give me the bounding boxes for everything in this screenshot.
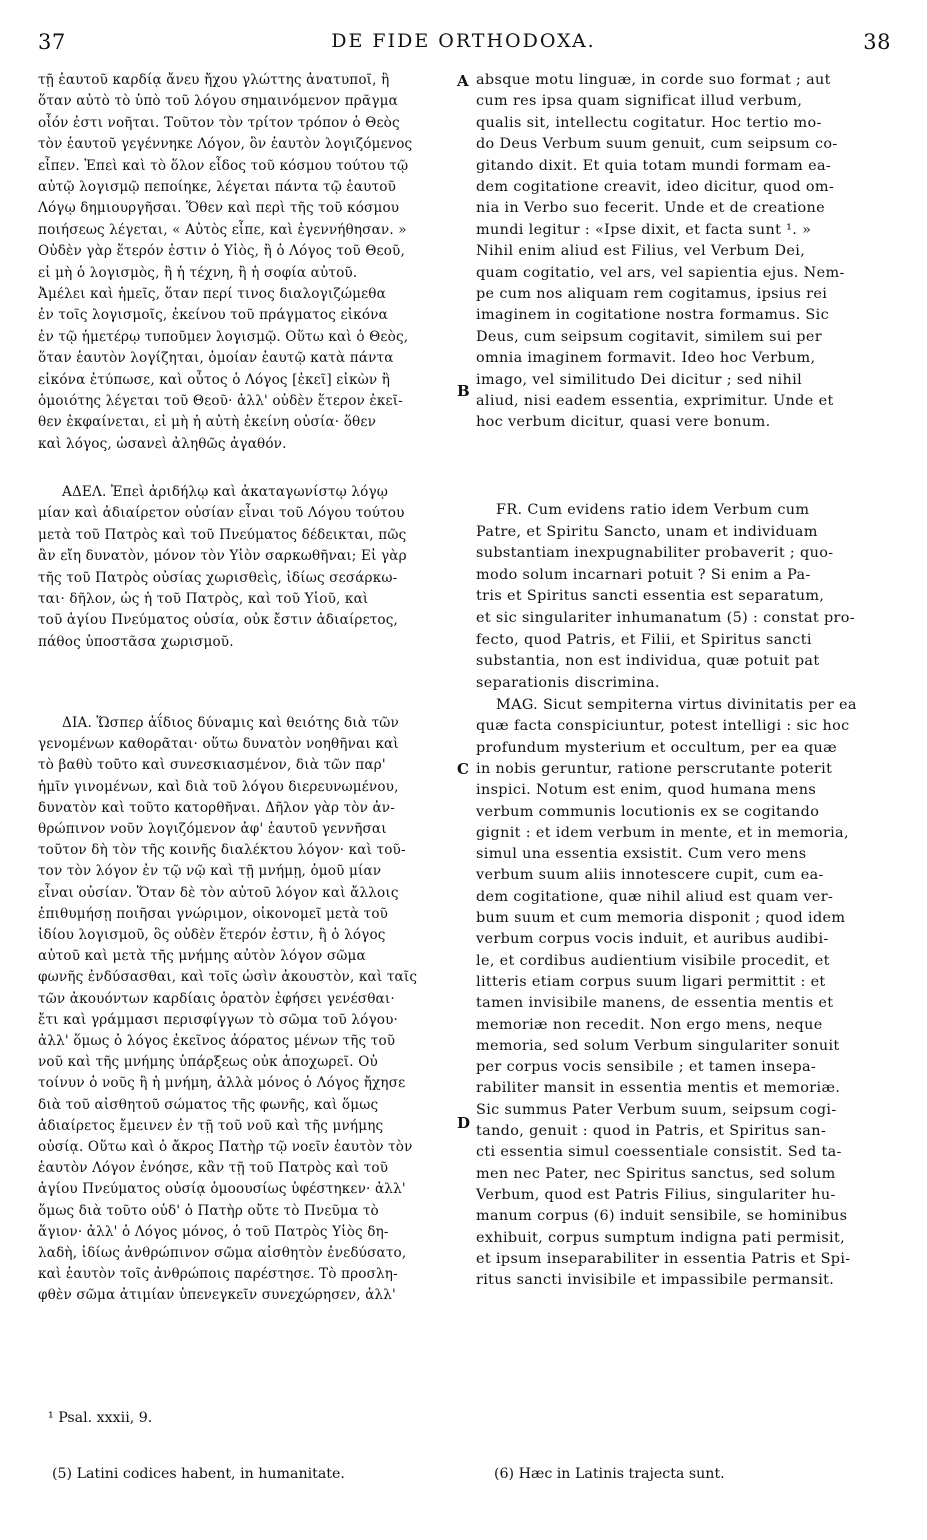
footnote-6: (6) Hæc in Latinis trajecta sunt. [494,1466,725,1482]
latin-text-line: Deus, cum seipsum cogitavit, similem sui per [476,328,822,345]
greek-text-line: οἷόν ἐστι νοῆται. Τοῦτον τὸν τρίτον τρόπον ὁ Θεὸς [38,114,400,131]
latin-text-line: nia in Verbo suo fecerit. Unde et de creatione [476,200,825,217]
latin-text-line: tando, genuit : quod in Patris, et Spiritus san- [476,1123,827,1139]
footnote-scripture: ¹ Psal. xxxii, 9. [48,1410,153,1426]
greek-text-line: ὅταν ἑαυτὸν λογίζηται, ὁμοίαν ἑαυτῷ κατὰ πάντα [38,350,394,367]
greek-text-line: τοίνυν ὁ νοῦς ἢ ἡ μνήμη, ἀλλὰ μόνος ὁ Λόγος ἤχησε [38,1075,406,1092]
latin-text-line: profundum mysterium et occultum, per ea quæ [476,739,838,756]
greek-text-line: τὸ βαθὺ τοῦτο καὶ συνεσκιασμένον, διὰ τῶν παρ' [38,757,386,774]
latin-text-line: bum suum et cum memoria disponit ; quod idem [476,910,846,926]
greek-text-line: καὶ λόγος, ὡσανεὶ ἀληθῶς ἀγαθόν. [38,435,287,452]
greek-text-line: ὅταν αὐτὸ τὸ ὑπὸ τοῦ λόγου σημαινόμενον πρᾶγμα [38,93,398,110]
latin-text-line: cum res ipsa quam significat illud verbum, [476,93,803,110]
page-number-right: 38 [863,30,891,54]
latin-text-line: pe cum nos aliquam rem cogitamus, ipsius rei [476,286,828,302]
greek-text-line: ἐπιθυμήσῃ ποιῆσαι γνώριμον, οἰκονομεῖ μετὰ τοῦ [38,905,389,922]
greek-text-line: ἀλλ' ὅμως ὁ λόγος ἐκεῖνος ἀόρατος μένων τῆς τοῦ [38,1033,396,1049]
marker-b: B [457,382,470,400]
latin-text-line: men nec Pater, nec Spiritus sanctus, sed solum [476,1165,836,1182]
greek-text-line: ἐν τῷ ἡμετέρῳ τυποῦμεν λογισμῷ. Οὕτω καὶ ὁ Θεὸς, [38,328,409,345]
greek-text-line: εἶπεν. Ἐπεὶ καὶ τὸ ὅλον εἶδος τοῦ κόσμου τούτου τῷ [38,157,409,174]
latin-text-line: litteris etiam corpus suum ligari permittit : et [476,973,826,990]
latin-text-line: omnia imaginem formavit. Ideo hoc Verbum, [476,350,816,367]
greek-text-line: εἶναι οὐσίαν. Ὅταν δὲ τὸν αὐτοῦ λόγον καὶ ἄλλοις [38,884,399,901]
greek-text-line: Οὐδὲν γὰρ ἕτερόν ἐστιν ὁ Υἱὸς, ἢ ὁ Λόγος τοῦ Θεοῦ, [38,243,405,260]
latin-text-line: substantiam inexpugnabiliter probaverit ; quo- [476,545,834,562]
greek-text-line: φωνῆς ἐνδύσασθαι, καὶ τοῖς ὠσὶν ἀκουστὸν, καὶ ταῖς [38,969,418,986]
latin-text-line: ritus sancti invisibile et impassibile permansit. [476,1272,835,1289]
latin-text-line: fecto, quod Patris, et Filii, et Spiritus sancti [476,631,812,648]
marker-a: A [457,72,469,90]
greek-text-line: λαδὴ, ἰδίως ἀνθρώπινον σῶμα αἰσθητὸν ἐνεδύσατο, [38,1245,407,1261]
greek-text-line: μίαν καὶ ἀδιαίρετον οὐσίαν εἶναι τοῦ Λόγου τούτου [38,505,405,522]
marker-c: C [457,760,469,778]
latin-text-line: et sic singulariter inhumanatum (5) : constat pro- [476,610,855,626]
greek-text-line: τον τὸν λόγον ἐν τῷ νῷ καὶ τῇ μνήμῃ, ὁμοῦ μίαν [38,863,382,880]
greek-text-line: ΔΙΑ. Ὥσπερ ἀΐδιος δύναμις καὶ θειότης διὰ τῶν [62,715,399,731]
latin-text-line: dem cogitatione creavit, ideo dicitur, quod om- [476,179,835,195]
latin-text-line: verbum suum aliis innotescere cupit, cum ea- [476,867,824,884]
latin-text-line: gitando dixit. Et quia totam mundi formam ea- [476,157,832,174]
greek-text-line: γενομένων καθορᾶται· οὕτω δυνατὸν νοηθῆναι καὶ [38,736,399,753]
greek-text-line: αὐτοῦ καὶ μετὰ τῆς μνήμης αὐτὸν λόγον σῶμα [38,948,366,965]
greek-text-line: ποιήσεως λέγεται, « Αὐτὸς εἶπε, καὶ ἐγεννήθησαν. » [38,221,407,238]
latin-text-line: aliud, nisi eadem essentia, exprimitur. Unde et [476,393,834,409]
latin-text-line: MAG. Sicut sempiterna virtus divinitatis per ea [496,697,857,713]
latin-text-line: le, et cordibus audientium visibile procedit, et [476,952,830,969]
greek-text-line: αὐτῷ λογισμῷ πεποίηκε, λέγεται πάντα τῷ ἑαυτοῦ [38,179,397,195]
greek-text-line: ἐν τοῖς λογισμοῖς, ἐκείνου τοῦ πράγματος εἰκόνα [38,307,388,324]
latin-text-line: tris et Spiritus sancti essentia est separatum, [476,588,825,605]
greek-text-line: ἂν εἴη δυνατὸν, μόνον τὸν Υἱὸν σαρκωθῆναι; Εἰ γὰρ [38,548,407,565]
latin-text-line: rabiliter mansit in essentia mentis et memoriæ. [476,1080,841,1097]
latin-text-line: mundi legitur : «Ipse dixit, et facta sunt ¹. » [476,221,812,238]
latin-text-line: verbum communis locutionis ex se cogitando [476,803,820,820]
greek-text-line: πάθος ὑποστᾶσα χωρισμοῦ. [38,633,234,650]
greek-text-line: εἰ μὴ ὁ λογισμὸς, ἢ ἡ τέχνη, ἢ ἡ σοφία αὐτοῦ. [38,264,358,281]
latin-text-line: per corpus vocis sensibile ; et tamen insepa- [476,1059,817,1076]
latin-text-line: Patre, et Spiritu Sancto, unam et individuam [476,523,818,540]
latin-text-line: substantia, non est individua, quæ potuit pat [476,653,820,670]
greek-text-line: ὁμοιότης λέγεται τοῦ Θεοῦ· ἀλλ' οὐδὲν ἕτερον ἐκεῖ- [38,393,403,409]
latin-text-line: Verbum, quod est Patris Filius, singulariter hu- [476,1186,836,1203]
latin-text-line: verbum corpus vocis induit, et auribus audibi- [476,931,829,948]
greek-text-line: ἑαυτὸν Λόγον ἐνόησε, κἂν τῇ τοῦ Πατρὸς καὶ τοῦ [38,1160,389,1177]
latin-text-line: exhibuit, corpus sumptum indigna pati permisit, [476,1229,846,1246]
latin-text-line: simul una essentia exsistit. Cum vero mens [476,846,807,863]
greek-text-line: μετὰ τοῦ Πατρὸς καὶ τοῦ Πνεύματος δέδεικται, πῶς [38,526,407,543]
latin-text-line: cti essentia simul coessentiale consistit. Sed ta- [476,1144,842,1161]
greek-text-line: Λόγῳ δημιουργῆσαι. Ὅθεν καὶ περὶ τῆς τοῦ κόσμου [38,200,400,217]
latin-text-line: absque motu linguæ, in corde suo format ; aut [476,72,831,88]
greek-text-line: τῆς τοῦ Πατρὸς οὐσίας χωρισθεὶς, ἰδίως σεσάρκω- [38,569,398,586]
greek-text-line: ἁγίου Πνεύματος οὐσίᾳ ὁμοουσίως ὑφέστηκεν· ἀλλ' [38,1181,406,1198]
greek-text-line: τῶν ἀκουόντων καρδίαις ὁρατὸν ἐφήσει γενέσθαι· [38,990,395,1007]
greek-text-line: θρώπινον νοῦν λογιζόμενον ἀφ' ἑαυτοῦ γεννῆσαι [38,821,387,837]
greek-text-line: τῇ ἑαυτοῦ καρδίᾳ ἄνευ ἤχου γλώττης ἀνατυποῖ, ἢ [38,72,390,88]
greek-text-line: τοῦτον δὴ τὸν τῆς κοινῆς διαλέκτου λόγον· καὶ τοῦ- [38,842,406,859]
marker-d: D [457,1114,471,1132]
footnote-5: (5) Latini codices habent, in humanitate. [52,1466,345,1482]
greek-text-line: εἰκόνα ἐτύπωσε, καὶ οὗτος ὁ Λόγος [ἐκεῖ] εἰκὼν ἢ [38,371,391,388]
latin-text-line: Sic summus Pater Verbum suum, seipsum cogi- [476,1101,837,1118]
latin-text-line: separationis discrimina. [476,674,660,691]
latin-text-line: quæ facta conspiciuntur, potest intelligi : sic hoc [476,718,850,735]
latin-text-line: qualis sit, intellectu cogitatur. Hoc tertio mo- [476,114,822,131]
greek-text-line: ΑΔΕΛ. Ἐπεὶ ἀριδήλῳ καὶ ἀκαταγωνίστῳ λόγῳ [62,484,388,500]
latin-text-line: dem cogitatione, quæ nihil aliud est quam ver- [476,888,834,905]
running-title: DE FIDE ORTHODOXA. [331,30,596,52]
greek-text-line: ἔτι καὶ γράμμασι περισφίγγων τὸ σῶμα τοῦ λόγου· [38,1011,398,1028]
greek-text-line: διὰ τοῦ αἰσθητοῦ σώματος τῆς φωνῆς, καὶ ὅμως [38,1096,379,1113]
greek-text-line: ἰδίου λογισμοῦ, ὃς οὐδὲν ἕτερόν ἐστιν, ἢ ὁ λόγος [38,927,386,943]
greek-text-line: ται· δῆλον, ὡς ἡ τοῦ Πατρὸς, καὶ τοῦ Υἱοῦ, καὶ [38,591,369,607]
greek-text-line: ἡμῖν γινομένων, καὶ διὰ τοῦ λόγου διερευνωμένου, [38,778,399,795]
greek-text-line: οὐσίᾳ. Οὕτω καὶ ὁ ἄκρος Πατὴρ τῷ νοεῖν ἑαυτὸν τὸν [38,1139,413,1155]
latin-text-line: et ipsum inseparabiliter in essentia Patris et Spi- [476,1250,851,1267]
latin-text-line: manum corpus (6) induit sensibile, se hominibus [476,1208,848,1225]
greek-text-line: καὶ ἑαυτὸν τοῖς ἀνθρώποις παρέστησε. Τὸ προσλη- [38,1266,398,1283]
latin-text-line: modo solum incarnari potuit ? Si enim a Pa- [476,566,811,583]
latin-text-line: inspici. Notum est enim, quod humana mens [476,782,817,799]
greek-text-line: νοῦ καὶ τῆς μνήμης ὑπάρξεως οὐκ ἀποχωρεῖ. Οὐ [38,1054,378,1071]
latin-text-line: quam cogitatio, vel ars, vel sapientia ejus. Nem- [476,264,845,281]
greek-text-line: φθὲν σῶμα ἀτιμίαν ὑπενεγκεῖν συνεχώρησεν, ἀλλ' [38,1287,396,1304]
latin-text-line: imaginem in cogitatione nostra formamus. Sic [476,307,829,324]
latin-text-line: tamen invisibile manens, de essentia mentis et [476,995,834,1012]
latin-text-line: FR. Cum evidens ratio idem Verbum cum [496,502,810,518]
greek-text-line: Ἀμέλει καὶ ἡμεῖς, ὅταν περί τινος διαλογιζώμεθα [38,286,386,302]
latin-text-line: in nobis geruntur, ratione perscrutante poterit [476,760,833,777]
latin-text-line: memoria, sed solum Verbum singulariter sonuit [476,1037,840,1054]
greek-text-line: ἀδιαίρετος ἔμεινεν ἐν τῇ τοῦ νοῦ καὶ τῆς μνήμης [38,1117,384,1134]
latin-text-line: do Deus Verbum suum genuit, cum seipsum co- [476,136,838,153]
greek-text-line: θεν ἐκφαίνεται, εἰ μὴ ἡ αὐτὴ ἐκείνη οὐσία· ὅθεν [38,414,376,431]
greek-text-line: τὸν ἑαυτοῦ γεγέννηκε Λόγον, ὃν ἑαυτὸν λογιζόμενος [38,136,413,153]
latin-text-line: imago, vel similitudo Dei dicitur ; sed nihil [476,371,803,388]
latin-text-line: Nihil enim aliud est Filius, vel Verbum Dei, [476,243,806,260]
page-number-left: 37 [38,30,66,54]
latin-text-line: gignit : et idem verbum in mente, et in memoria, [476,824,849,841]
greek-text-line: δυνατὸν καὶ τοῦτο κατορθῆναι. Δῆλον γὰρ τὸν ἀν- [38,799,395,816]
greek-text-line: ὅμως διὰ τοῦτο οὐδ' ὁ Πατὴρ οὔτε τὸ Πνεῦμα τὸ [38,1202,379,1219]
latin-text-line: hoc verbum dicitur, quasi vere bonum. [476,414,771,431]
greek-text-line: ἅγιον· ἀλλ' ὁ Λόγος μόνος, ὁ τοῦ Πατρὸς Υἱὸς δη- [38,1223,389,1240]
latin-text-line: memoriæ non recedit. Non ergo mens, neque [476,1016,823,1033]
greek-text-line: τοῦ ἁγίου Πνεύματος οὐσία, οὐκ ἔστιν ἀδιαίρετος, [38,612,398,629]
